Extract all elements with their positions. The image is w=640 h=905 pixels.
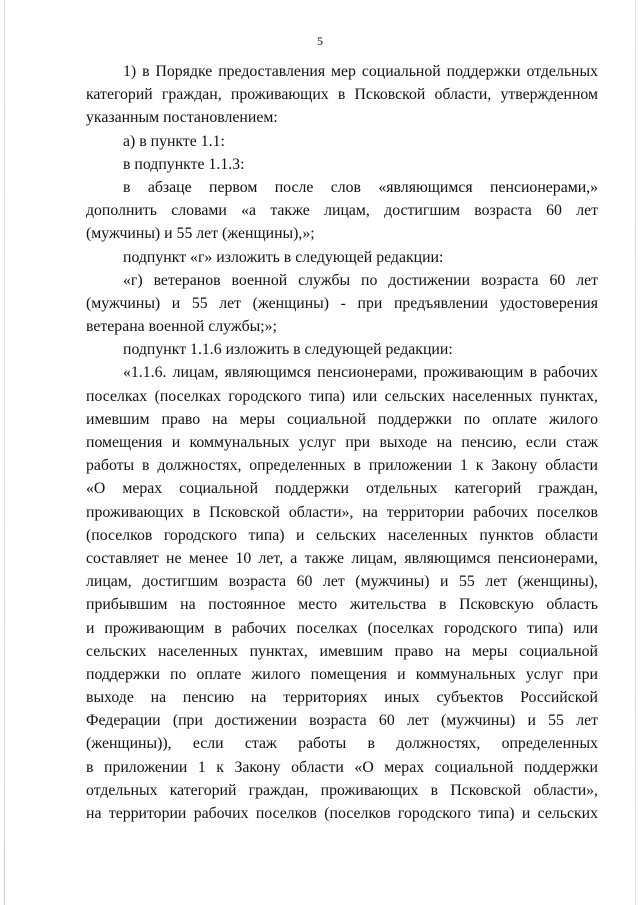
text-line: работы в должностях, определенных в приложении 1 к Закону области (86, 457, 598, 475)
text-line: составляет не менее 10 лет, а также лицам, являющимся пенсионерами, (86, 549, 598, 567)
page-number: 5 (317, 34, 323, 48)
text-line: (мужчины) и 55 лет (женщины) - при предъявлении удостоверения (86, 294, 598, 312)
text-line: на территории рабочих поселков (поселков городского типа) и сельских (86, 805, 598, 822)
text-line: «г) ветеранов военной службы по достижении возраста 60 лет (123, 271, 598, 289)
text-line: подпункт «г» изложить в следующей редакции: (123, 248, 444, 266)
text-line: в абзаце первом после слов «являющимся пенсионерами,» (123, 178, 598, 196)
text-line: отдельных категорий граждан, проживающих в Псковской области», (86, 781, 598, 799)
document-body (86, 60, 598, 825)
text-line: (мужчины) и 55 лет (женщины),»; (86, 225, 315, 243)
text-line: в приложении 1 к Закону области «О мерах социальной поддержки (86, 758, 598, 776)
text-line: прибывшим на постоянное место жительства в Псковскую область (86, 596, 598, 614)
text-line: имевшим право на меры социальной поддержки по оплате жилого (86, 410, 598, 428)
text-line: поддержки по оплате жилого помещения и коммунальных услуг при (86, 665, 598, 683)
page-edge-left (4, 0, 5, 905)
text-line: указанным постановлением: (86, 109, 278, 127)
text-line: (женщины)), если стаж работы в должностях, определенных (86, 735, 598, 753)
text-line: проживающих в Псковской области», на территории рабочих поселков (86, 503, 598, 521)
text-line: а) в пункте 1.1: (123, 132, 225, 150)
text-line: Федерации (при достижении возраста 60 лет (мужчины) и 55 лет (86, 712, 598, 730)
text-line: лицам, достигшим возраста 60 лет (мужчины) и 55 лет (женщины), (86, 573, 598, 591)
text-line: подпункт 1.1.6 изложить в следующей редакции: (123, 341, 453, 359)
text-line: сельских населенных пунктах, имевшим право на меры социальной (86, 642, 598, 660)
text-line: 1) в Порядке предоставления мер социальной поддержки отдельных (123, 63, 598, 80)
text-line: «О мерах социальной поддержки отдельных категорий граждан, (86, 480, 598, 498)
page-edge-right (635, 0, 636, 905)
text-line: «1.1.6. лицам, являющимся пенсионерами, проживающим в рабочих (123, 364, 598, 382)
text-line: категорий граждан, проживающих в Псковской области, утвержденном (86, 86, 598, 104)
text-line: помещения и коммунальных услуг при выходе на пенсию, если стаж (86, 434, 598, 451)
text-line: и проживающим в рабочих поселках (поселках городского типа) или (86, 619, 598, 637)
text-line: ветерана военной службы;»; (86, 318, 277, 336)
text-line: в подпункте 1.1.3: (123, 155, 245, 173)
text-line: (поселков городского типа) и сельских населенных пунктов области (86, 526, 598, 544)
text-line: дополнить словами «а также лицам, достигшим возраста 60 лет (86, 202, 598, 220)
text-line: поселках (поселках городского типа) или сельских населенных пунктах, (86, 387, 598, 405)
text-line: выходе на пенсию на территориях иных субъектов Российской (86, 689, 598, 707)
